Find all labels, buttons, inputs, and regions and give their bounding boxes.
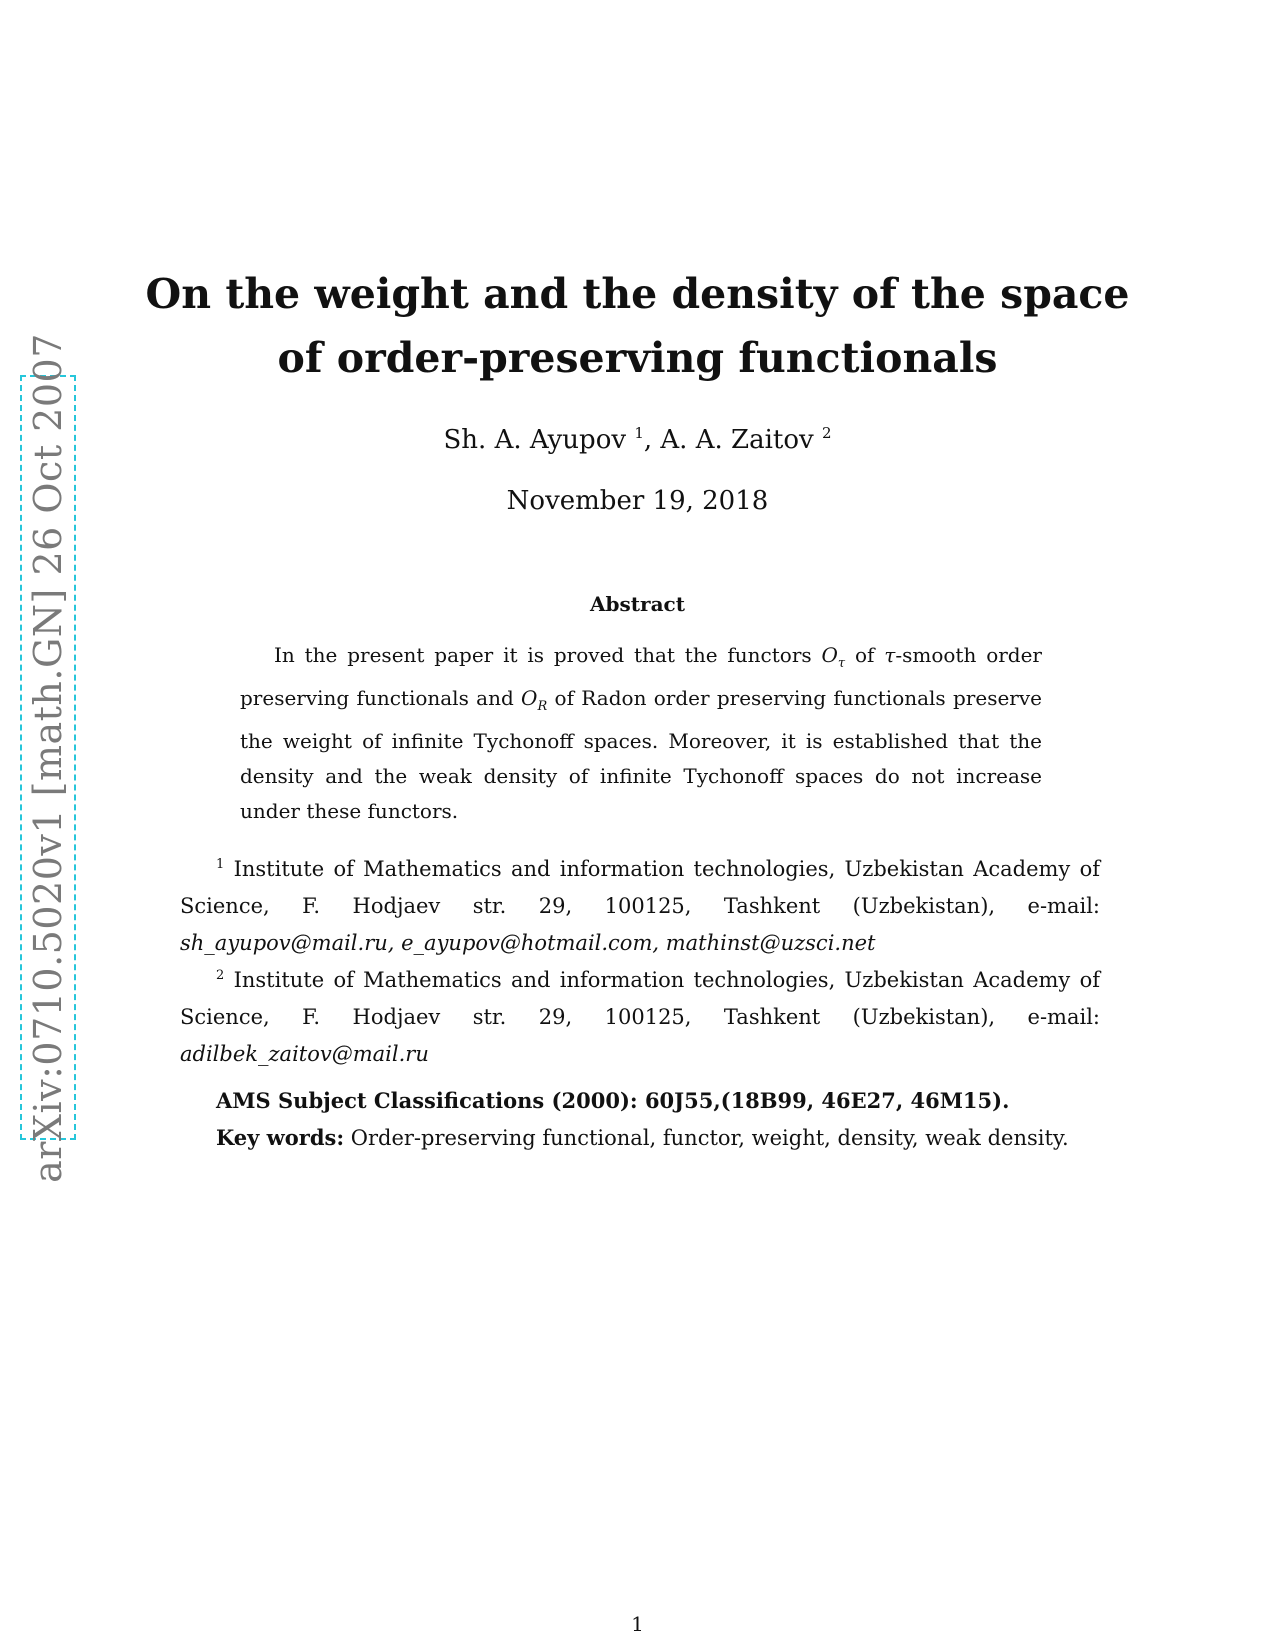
title-line-2: of order-preserving functionals <box>277 334 998 382</box>
footnote-1-mark: 1 <box>216 857 225 872</box>
author-2-footnote-mark: 2 <box>821 424 832 442</box>
arxiv-stamp-text: arXiv:0710.5020v1 [math.GN] 26 Oct 2007 <box>26 332 70 1183</box>
abstract-body <box>240 638 1042 829</box>
title-line-1: On the weight and the density of the space <box>145 270 1130 318</box>
footnote-2-emails[interactable]: adilbek_zaitov@mail.ru <box>180 1042 429 1066</box>
abstract-text-1: In the present paper it is proved that the functors <box>274 643 822 667</box>
functor-o-tau: $O_\tau$ <box>821 643 846 671</box>
paper-title <box>140 262 1135 390</box>
abstract-text-2: of <box>845 643 885 667</box>
footnote-2 <box>180 957 1100 1073</box>
footnote-2-mark: 2 <box>216 968 225 983</box>
author-2: A. A. Zaitov <box>660 425 814 455</box>
paper-date: November 19, 2018 <box>506 486 769 516</box>
author-separator: , <box>643 425 661 455</box>
ams-classification: AMS Subject Classifications (2000): 60J55,(18B99, 46E27, 46M15). <box>216 1088 1010 1113</box>
author-1-footnote-mark: 1 <box>634 424 644 442</box>
arxiv-stamp <box>20 332 76 1183</box>
functor-o-r: $O_R$ <box>521 686 548 714</box>
keywords-label: Key words: <box>216 1125 345 1150</box>
footnote-1-emails[interactable]: sh_ayupov@mail.ru, e_ayupov@hotmail.com, mathinst@uzsci.net <box>180 931 876 955</box>
abstract-text-3: -smooth order preserving functionals and <box>240 643 1042 710</box>
keywords-text: Order-preserving functional, functor, weight, density, weak density. <box>344 1126 1069 1150</box>
footnote-1 <box>180 846 1100 962</box>
tau-symbol: τ <box>884 643 896 667</box>
page-number: 1 <box>631 1612 644 1636</box>
footnote-2-text: Institute of Mathematics and information technologies, Uzbekistan Academy of Science, F. Hodjaev str. 29, 100125, Tashkent (Uzbekistan), e-mail: <box>180 968 1100 1029</box>
abstract-text-4: of Radon order preserving functionals preserve the weight of infinite Tychonoff spaces. Moreover, it is established that the density and the weak density of infinite Tychonoff spaces do not increase under these functors. <box>240 686 1042 823</box>
abstract-heading: Abstract <box>590 592 685 616</box>
author-list <box>140 424 1135 455</box>
keywords <box>216 1125 1096 1150</box>
author-1: Sh. A. Ayupov <box>443 425 627 455</box>
footnote-1-text: Institute of Mathematics and information technologies, Uzbekistan Academy of Science, F. Hodjaev str. 29, 100125, Tashkent (Uzbekistan), e-mail: <box>180 857 1100 918</box>
